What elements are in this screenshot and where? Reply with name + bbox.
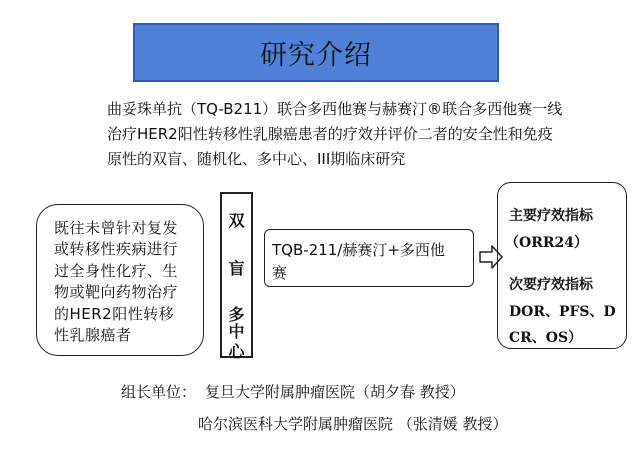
population-line: 的HER2阳性转移 [54,304,175,323]
secondary-endpoint-line: DOR、PFS、D [509,304,616,320]
treatment-line: 赛 [272,264,288,282]
primary-endpoint-value: （ORR24） [505,235,588,251]
description-line: 原性的双盲、随机化、多中心、III期临床研究 [107,150,406,168]
design-char: 双 [228,211,245,230]
lead-unit-2: 哈尔滨医科大学附属肿瘤医院 （张清媛 教授） [198,415,508,433]
description-line: 治疗HER2阳性转移性乳腺癌患者的疗效并评价二者的安全性和免疫 [107,125,553,143]
population-line: 性乳腺癌者 [54,326,132,345]
title-banner [133,23,499,82]
secondary-endpoint-line: CR、OS） [509,330,583,346]
population-line: 物或靶向药物治疗 [54,283,179,302]
description-line: 曲妥珠单抗（TQ-B211）联合多西他赛与赫赛汀®联合多西他赛一线 [107,100,563,118]
design-char: 盲 [228,259,245,278]
population-text [54,218,204,346]
page-title: 研究介绍 [260,40,372,71]
lead-unit-label: 组长单位： [121,383,197,401]
design-char: 心 [228,342,245,361]
design-char: 多 [228,305,245,324]
treatment-text [272,239,462,285]
population-line: 或转移性疾病进行 [54,240,179,259]
study-description [107,97,577,172]
primary-endpoint-label: 主要疗效指标 [509,208,593,224]
study-design-box [220,192,253,361]
secondary-endpoint-label: 次要疗效指标 [509,277,593,293]
population-line: 既往未曾针对复发 [54,219,179,237]
lead-unit-1: 复旦大学附属肿瘤医院（胡夕春 教授） [205,383,465,401]
design-char: 中 [228,322,245,341]
treatment-line: TQB-211/赫赛汀+多西他 [272,241,445,259]
population-line: 过全身性化疗、生 [54,261,179,280]
